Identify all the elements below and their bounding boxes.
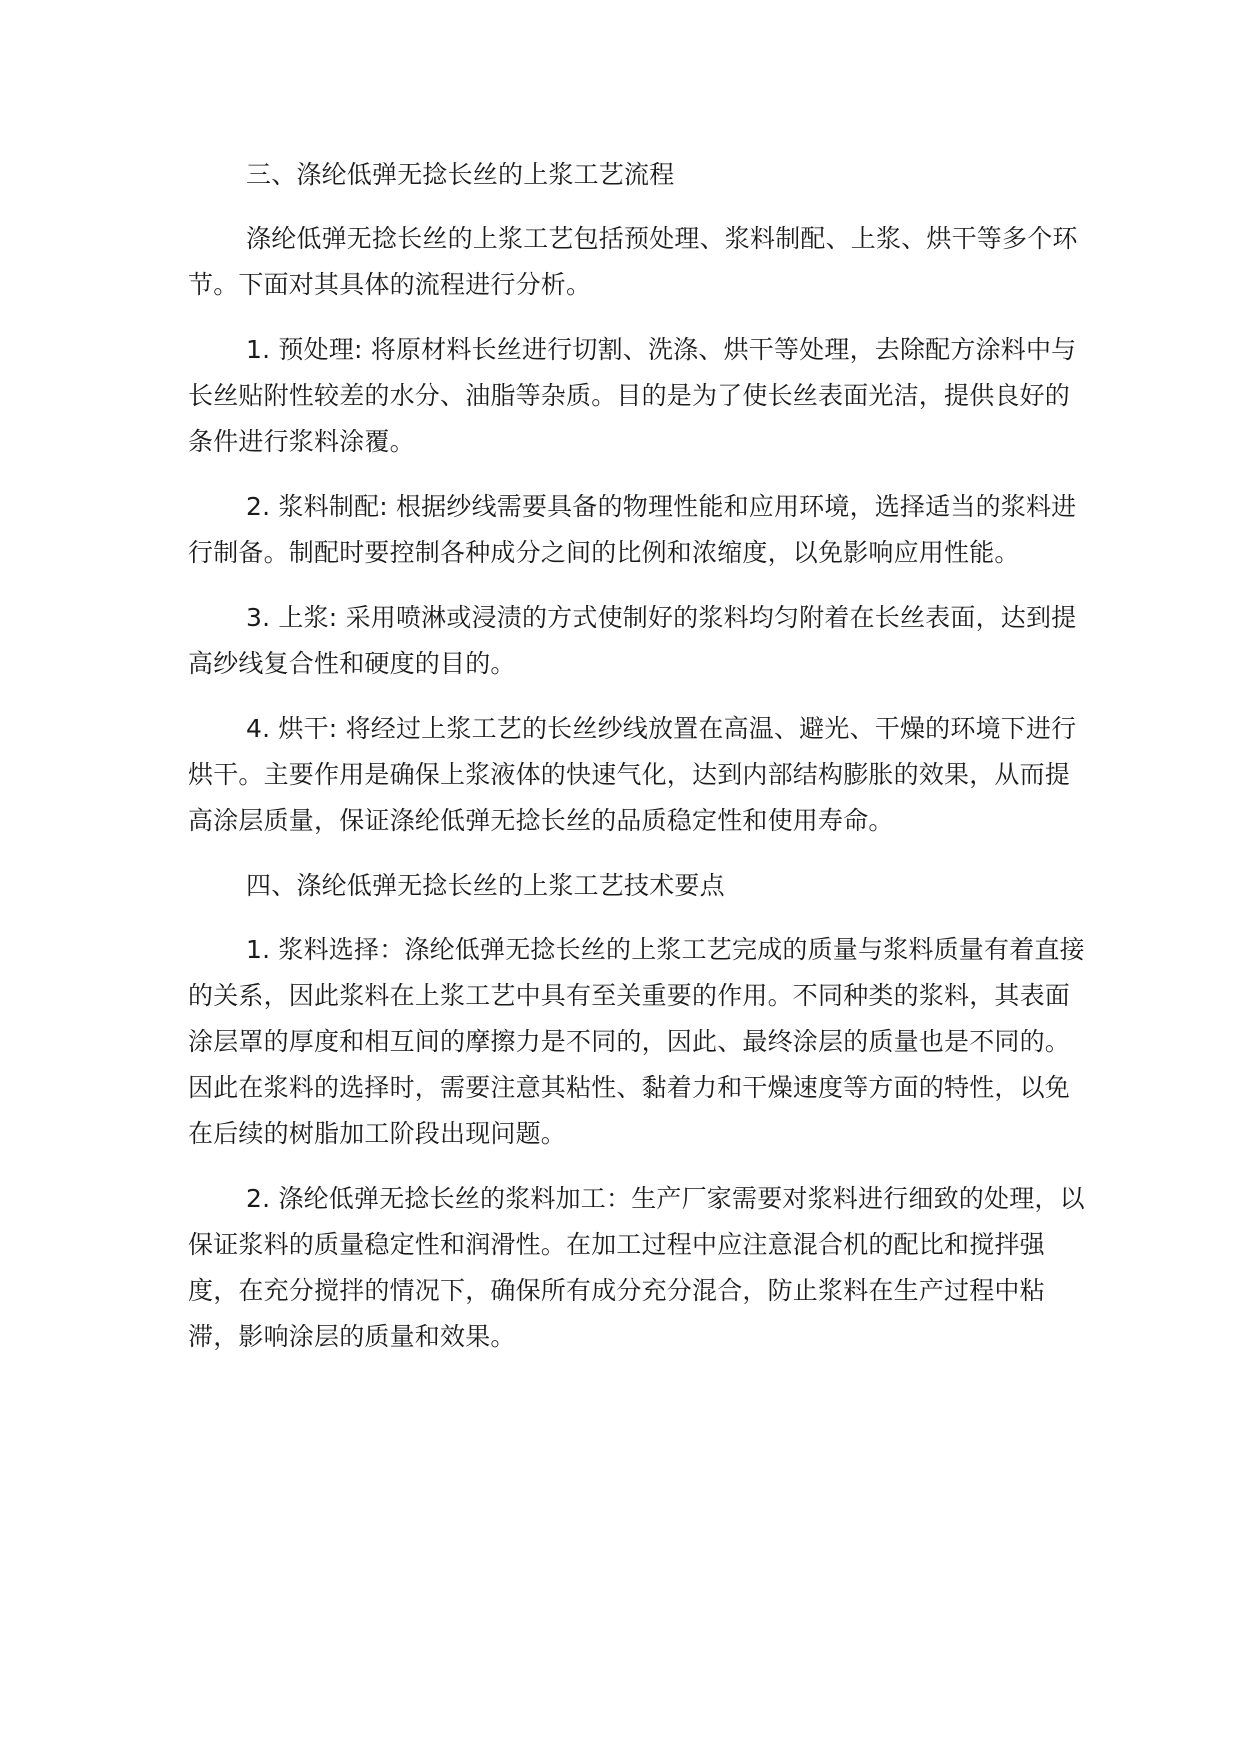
paragraph-sizing: 3. 上浆: 采用喷淋或浸渍的方式使制好的浆料均匀附着在长丝表面，达到提高纱线复合性和硬度的目的。 bbox=[188, 603, 1077, 678]
paragraph-size-processing: 2. 涤纶低弹无捻长丝的浆料加工：生产厂家需要对浆料进行细致的处理，以保证浆料的质量稳定性和润滑性。在加工过程中应注意混合机的配比和搅拌强度，在充分搅拌的情况下，确保所有成分充分混合，防止浆料在生产过程中粘滞，影响涂层的质量和效果。 bbox=[188, 1184, 1085, 1351]
paragraph-pretreatment: 1. 预处理: 将原材料长丝进行切割、洗涤、烘干等处理，去除配方涂料中与长丝贴附性较差的水分、油脂等杂质。目的是为了使长丝表面光洁，提供良好的条件进行浆料涂覆。 bbox=[188, 335, 1077, 456]
document-page bbox=[188, 152, 1088, 1379]
paragraph-process-intro: 涤纶低弹无捻长丝的上浆工艺包括预处理、浆料制配、上浆、烘干等多个环节。下面对其具体的流程进行分析。 bbox=[188, 224, 1078, 299]
paragraph-size-selection: 1. 浆料选择：涤纶低弹无捻长丝的上浆工艺完成的质量与浆料质量有着直接的关系，因此浆料在上浆工艺中具有至关重要的作用。不同种类的浆料，其表面涂层罩的厚度和相互间的摩擦力是不同的，因此、最终涂层的质量也是不同的。因此在浆料的选择时，需要注意其粘性、黏着力和干燥速度等方面的特性，以免在后续的树脂加工阶段出现问题。 bbox=[188, 935, 1085, 1148]
paragraph-size-preparation: 2. 浆料制配: 根据纱线需要具备的物理性能和应用环境，选择适当的浆料进行制备。制配时要控制各种成分之间的比例和浓缩度，以免影响应用性能。 bbox=[188, 492, 1077, 567]
section-heading-process: 三、涤纶低弹无捻长丝的上浆工艺流程 bbox=[246, 160, 675, 189]
paragraph-drying: 4. 烘干: 将经过上浆工艺的长丝纱线放置在高温、避光、干燥的环境下进行烘干。主要作用是确保上浆液体的快速气化，达到内部结构膨胀的效果，从而提高涂层质量，保证涤纶低弹无捻长丝的品质稳定性和使用寿命。 bbox=[188, 714, 1077, 835]
section-heading-key-points: 四、涤纶低弹无捻长丝的上浆工艺技术要点 bbox=[246, 871, 725, 900]
